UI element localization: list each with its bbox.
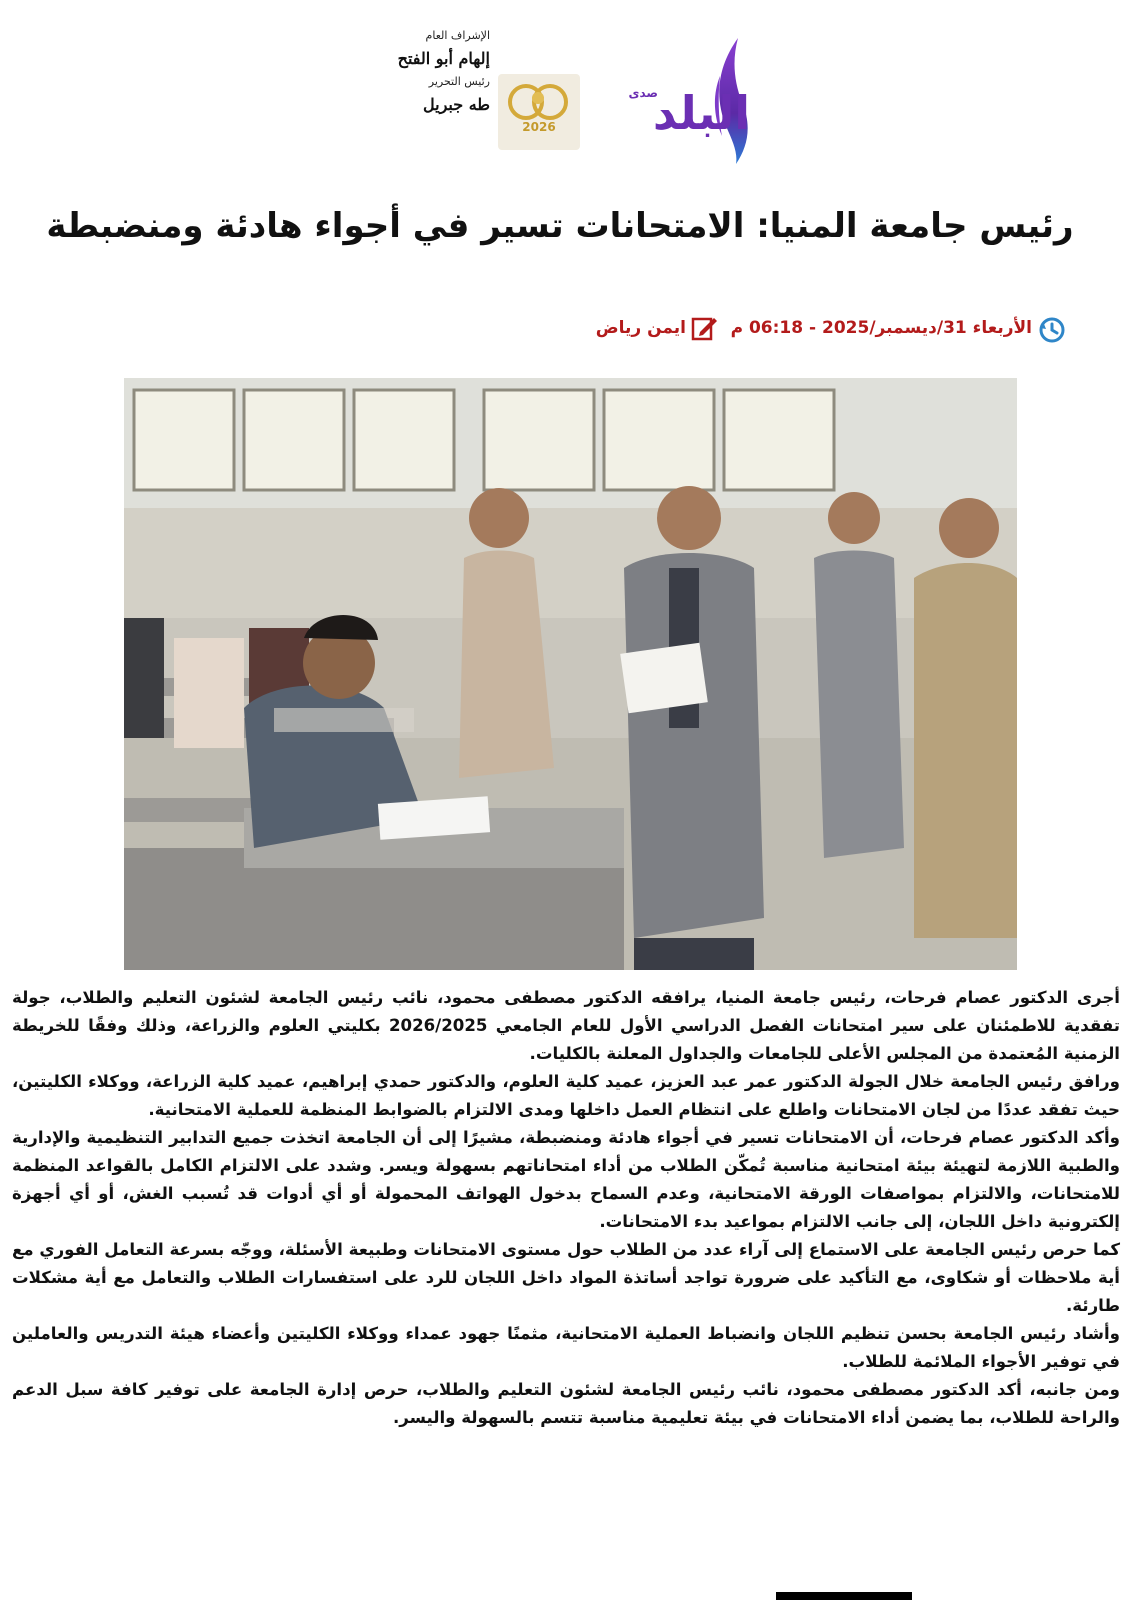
article-paragraph-1: أجرى الدكتور عصام فرحات، رئيس جامعة المنيا، يرافقه الدكتور مصطفى محمود، نائب رئيس الجامعة لشئون التعليم والطلاب، جولة تفقدية للاطمئنان على سير امتحانات الفصل الدراسي الأول للعام الجامعي 2026/2025 بكليتي العلوم والزراعة، وذلك وفقًا للخريطة الزمنية المُعتمدة من المجلس الأعلى للجامعات والجداول المعلنة بالكليات. [12,988,1120,1063]
supervision-label: الإشراف العام [425,29,490,42]
editorial-staff [360,26,490,118]
article-paragraph-3: وأكد الدكتور عصام فرحات، أن الامتحانات تسير في أجواء هادئة ومنضبطة، مشيرًا إلى أن الجامعة اتخذت جميع التدابير التنظيمية والإدارية والطبية اللازمة لتهيئة بيئة امتحانية مناسبة تُمكّن الطلاب من أداء امتحاناتهم بسهولة ويسر. وشدد على الالتزام الكامل بالقواعد المنظمة للامتحانات، والالتزام بمواصفات الورقة الامتحانية، وعدم السماح بدخول الهواتف المحمولة أو أي أدوات قد تُسبب الغش، أو أي أجهزة إلكترونية داخل اللجان، إلى جانب الالتزام بمواعيد بدء الامتحانات. [12,1128,1120,1231]
article-photo [124,378,1017,970]
editor-label: رئيس التحرير [428,75,490,88]
article-meta [590,312,1080,348]
logo-word: البلد [652,86,750,140]
article-paragraph-5: وأشاد رئيس الجامعة بحسن تنظيم اللجان وانضباط العملية الامتحانية، مثمنًا جهود عمداء ووكلاء الكليتين وأعضاء هيئة التدريس والعاملين في توفير الأجواء الملائمة للطلاب. [12,1324,1120,1371]
exam-hall-photo-illustration [124,378,1017,970]
article-body [12,984,1120,1432]
gold-ornament-icon [498,74,580,150]
pencil-icon [690,314,718,342]
author-name[interactable]: ايمن رياض [595,318,686,338]
supervisor-name: إلهام أبو الفتح [397,49,490,68]
article-paragraph-2: ورافق رئيس الجامعة خلال الجولة الدكتور عمر عبد العزيز، عميد كلية العلوم، والدكتور حمدي إبراهيم، عميد كلية الزراعة، ووكلاء الكليتين، حيث تفقد عددًا من لجان الامتحانات واطلع على انتظام العمل داخلها ومدى الالتزام بالضوابط المنظمة للعملية الامتحانية. [12,1072,1120,1119]
sada-elbalad-logo[interactable] [590,28,750,168]
logo-small-text: صدى [628,86,658,100]
article-headline: رئيس جامعة المنيا: الامتحانات تسير في أجواء هادئة ومنضبطة [46,206,1074,246]
publish-date: الأربعاء 31/ديسمبر/2025 - 06:18 م [730,318,1032,338]
footer-bar [776,1592,912,1600]
article-paragraph-4: كما حرص رئيس الجامعة على الاستماع إلى آراء عدد من الطلاب حول مستوى الامتحانات وطبيعة الأسئلة، ووجّه بسرعة التعامل الفوري مع أية ملاحظات أو شكاوى، مع التأكيد على ضرورة تواجد أساتذة المواد داخل اللجان للرد على استفسارات الطلاب والتعامل مع أية مشكلات طارئة. [12,1240,1120,1315]
article-paragraph-6: ومن جانبه، أكد الدكتور مصطفى محمود، نائب رئيس الجامعة لشئون التعليم والطلاب، حرص إدارة الجامعة على توفير كافة سبل الدعم والراحة للطلاب، بما يضمن أداء الامتحانات في بيئة تعليمية مناسبة تتسم بالسهولة واليسر. [12,1380,1120,1427]
clock-icon [1038,316,1066,344]
editor-name: طه جبريل [423,95,490,114]
badge-year: 2026 [522,120,556,134]
masthead [290,18,790,168]
anniversary-badge [498,74,580,150]
